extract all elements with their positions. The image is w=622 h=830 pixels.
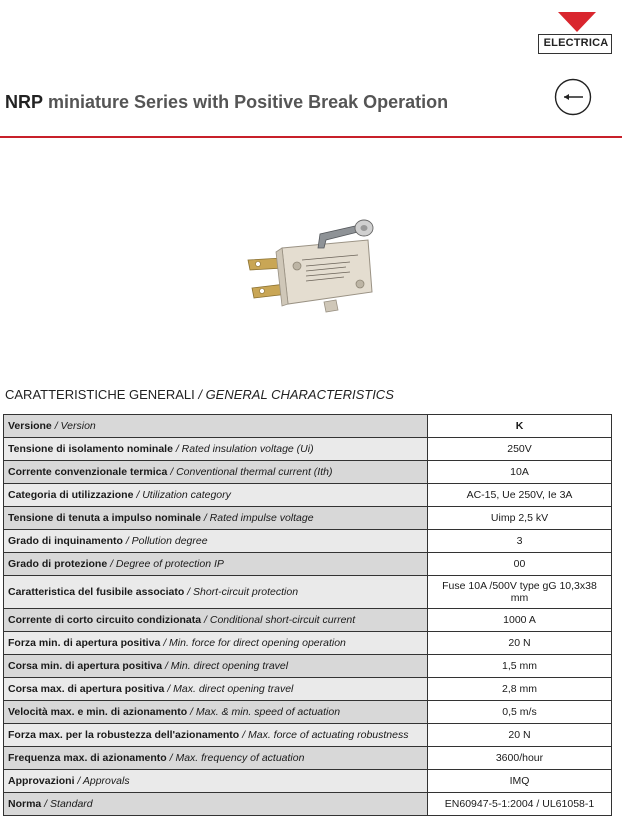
label-italian: Categoria di utilizzazione	[8, 489, 134, 501]
characteristic-value: AC-15, Ue 250V, Ie 3A	[428, 484, 612, 507]
characteristic-label	[4, 553, 428, 576]
table-row	[4, 655, 612, 678]
characteristic-label	[4, 632, 428, 655]
characteristic-value: 2,8 mm	[428, 678, 612, 701]
characteristic-value: Uimp 2,5 kV	[428, 507, 612, 530]
characteristic-label	[4, 438, 428, 461]
microswitch-image	[240, 208, 380, 318]
table-row	[4, 484, 612, 507]
table-row	[4, 793, 612, 816]
label-english: / Short-circuit protection	[184, 586, 299, 598]
table-row	[4, 576, 612, 609]
table-row	[4, 632, 612, 655]
label-english: / Degree of protection IP	[107, 558, 224, 570]
page-title	[5, 92, 448, 113]
characteristic-value: 20 N	[428, 632, 612, 655]
title-description: miniature Series with Positive Break Operation	[43, 92, 449, 112]
characteristic-value: 20 N	[428, 724, 612, 747]
label-italian: Caratteristica del fusibile associato	[8, 586, 185, 598]
characteristic-value: 250V	[428, 438, 612, 461]
table-row	[4, 770, 612, 793]
characteristic-value: 0,5 m/s	[428, 701, 612, 724]
section-title-it: CARATTERISTICHE GENERALI	[5, 387, 195, 402]
characteristic-label	[4, 415, 428, 438]
label-italian: Corsa min. di apertura positiva	[8, 660, 163, 672]
label-english: / Conventional thermal current (Ith)	[167, 466, 333, 478]
characteristic-label	[4, 724, 428, 747]
table-row	[4, 678, 612, 701]
characteristic-value: 10A	[428, 461, 612, 484]
logo-box	[538, 34, 612, 54]
characteristic-label	[4, 655, 428, 678]
characteristic-label	[4, 461, 428, 484]
label-italian: Versione	[8, 420, 52, 432]
label-italian: Forza min. di apertura positiva	[8, 637, 161, 649]
characteristic-label	[4, 793, 428, 816]
label-italian: Corrente convenzionale termica	[8, 466, 168, 478]
characteristic-label	[4, 576, 428, 609]
label-italian: Tensione di isolamento nominale	[8, 443, 173, 455]
characteristic-label	[4, 701, 428, 724]
table-row	[4, 724, 612, 747]
characteristic-value: EN60947-5-1:2004 / UL61058-1	[428, 793, 612, 816]
label-english: / Pollution degree	[122, 535, 208, 547]
label-english: / Min. force for direct opening operation	[160, 637, 346, 649]
table-row	[4, 747, 612, 770]
characteristic-value: Fuse 10A /500V type gG 10,3x38 mm	[428, 576, 612, 609]
characteristic-label	[4, 747, 428, 770]
label-english: / Approvals	[74, 775, 130, 787]
label-italian: Tensione di tenuta a impulso nominale	[8, 512, 201, 524]
table-row	[4, 701, 612, 724]
label-english: / Max. frequency of actuation	[166, 752, 305, 764]
title-series: NRP	[5, 92, 44, 112]
label-italian: Corsa max. di apertura positiva	[8, 683, 165, 695]
label-english: / Version	[51, 420, 96, 432]
section-title-en: / GENERAL CHARACTERISTICS	[194, 387, 394, 402]
table-row	[4, 553, 612, 576]
characteristic-label	[4, 770, 428, 793]
label-english: / Rated impulse voltage	[200, 512, 314, 524]
characteristic-value: IMQ	[428, 770, 612, 793]
label-italian: Approvazioni	[8, 775, 75, 787]
label-english: / Min. direct opening travel	[162, 660, 289, 672]
characteristic-value: K	[428, 415, 612, 438]
label-english: / Standard	[41, 798, 93, 810]
section-title	[5, 387, 394, 402]
logo-text: ELECTRICA	[543, 37, 609, 49]
label-english: / Conditional short-circuit current	[201, 614, 356, 626]
characteristic-label	[4, 507, 428, 530]
characteristic-value: 3600/hour	[428, 747, 612, 770]
characteristic-label	[4, 484, 428, 507]
header-divider	[0, 136, 622, 138]
arrow-left-circle-icon	[554, 78, 592, 116]
label-english: / Max. & min. speed of actuation	[187, 706, 341, 718]
table-row	[4, 530, 612, 553]
electrica-logo	[536, 12, 616, 56]
label-italian: Norma	[8, 798, 42, 810]
table-row	[4, 461, 612, 484]
label-english: / Rated insulation voltage (Ui)	[172, 443, 314, 455]
characteristic-value: 3	[428, 530, 612, 553]
characteristic-label	[4, 530, 428, 553]
characteristic-label	[4, 609, 428, 632]
characteristics-table	[3, 414, 612, 816]
label-italian: Velocità max. e min. di azionamento	[8, 706, 188, 718]
label-italian: Corrente di corto circuito condizionata	[8, 614, 202, 626]
label-english: / Max. force of actuating robustness	[239, 729, 409, 741]
table-row	[4, 609, 612, 632]
characteristic-value: 00	[428, 553, 612, 576]
label-italian: Grado di inquinamento	[8, 535, 123, 547]
characteristic-value: 1000 A	[428, 609, 612, 632]
logo-triangle-icon	[558, 12, 596, 32]
table-row	[4, 438, 612, 461]
label-english: / Max. direct opening travel	[164, 683, 294, 695]
label-italian: Frequenza max. di azionamento	[8, 752, 167, 764]
characteristic-label	[4, 678, 428, 701]
table-row	[4, 507, 612, 530]
label-english: / Utilization category	[133, 489, 231, 501]
table-row	[4, 415, 612, 438]
label-italian: Forza max. per la robustezza dell'azionamento	[8, 729, 240, 741]
label-italian: Grado di protezione	[8, 558, 108, 570]
characteristic-value: 1,5 mm	[428, 655, 612, 678]
